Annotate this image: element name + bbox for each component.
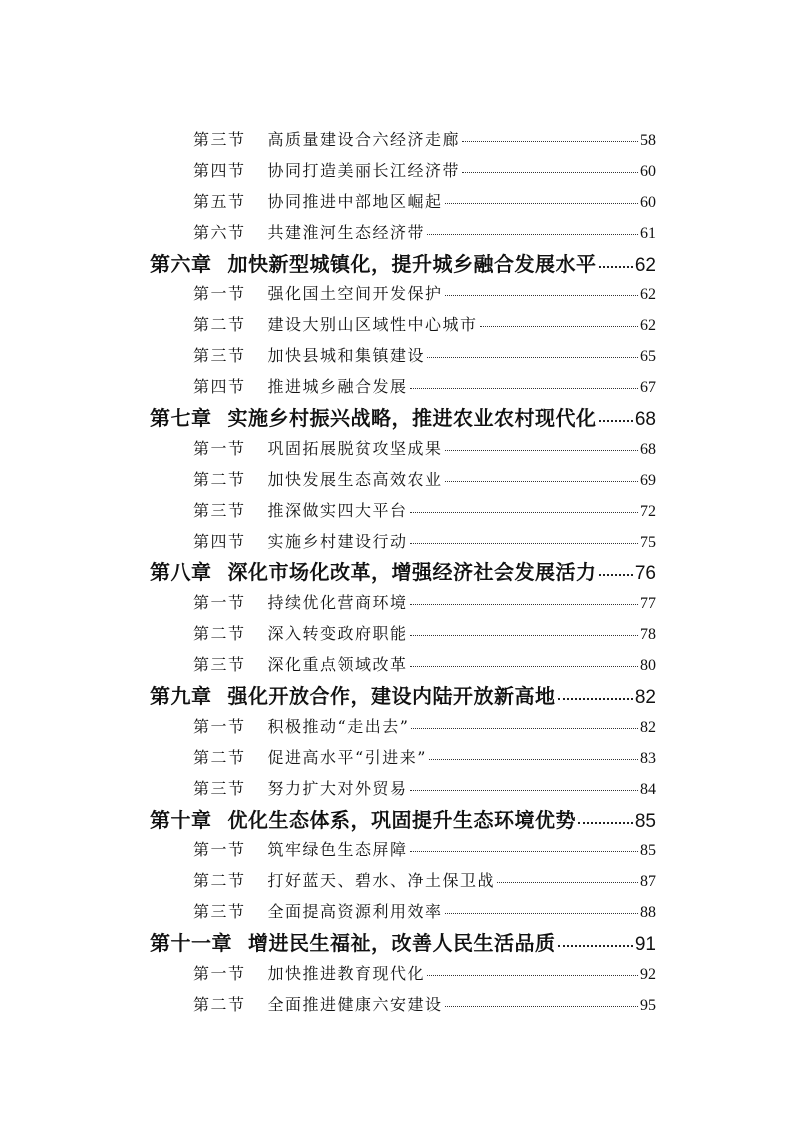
section-number: 第五节 [193, 191, 246, 211]
section-number: 第六节 [193, 222, 246, 242]
dot-leader [599, 420, 633, 422]
toc-section-entry[interactable] [0, 650, 793, 681]
section-number: 第一节 [193, 593, 246, 613]
page-number: 91 [634, 934, 656, 956]
section-title: 高质量建设合六经济走廊 [267, 130, 461, 149]
section-number: 第三节 [193, 346, 246, 366]
page-number: 84 [640, 780, 656, 798]
dot-leader [429, 759, 638, 760]
section-number: 第二节 [193, 994, 246, 1014]
dot-leader [410, 851, 638, 852]
section-number: 第四节 [193, 160, 246, 180]
chapter-title: 优化生态体系，巩固提升生态环境优势 [227, 807, 576, 832]
dot-leader [410, 604, 638, 605]
dot-leader [445, 295, 638, 296]
section-number: 第一节 [193, 438, 246, 458]
chapter-number: 第七章 [150, 406, 212, 431]
page-number: 61 [640, 224, 656, 242]
chapter-title: 强化开放合作，建设内陆开放新高地 [227, 684, 556, 709]
dot-leader [410, 543, 638, 544]
section-number: 第四节 [193, 377, 246, 397]
dot-leader [445, 913, 638, 914]
page-number: 83 [640, 749, 656, 767]
section-number: 第一节 [193, 840, 246, 860]
toc-section-entry[interactable] [0, 187, 793, 218]
toc-section-entry[interactable] [0, 310, 793, 341]
section-title: 持续优化营商环境 [267, 593, 408, 613]
section-title: 全面提高资源利用效率 [267, 902, 443, 922]
toc-section-entry[interactable] [0, 341, 793, 372]
section-title: 共建淮河生态经济带 [267, 222, 426, 242]
toc-section-entry[interactable] [0, 156, 793, 187]
toc-section-entry[interactable] [0, 125, 793, 156]
page-number: 87 [640, 873, 656, 891]
dot-leader [410, 512, 638, 513]
chapter-title: 增进民生福祉，改善人民生活品质 [248, 931, 556, 956]
dot-leader [462, 141, 638, 142]
dot-leader [445, 450, 638, 451]
section-number: 第一节 [193, 964, 246, 984]
dot-leader [410, 666, 638, 667]
toc-section-entry[interactable] [0, 372, 793, 403]
section-number: 第二节 [193, 624, 246, 644]
section-number: 第三节 [193, 130, 246, 149]
section-title: 筑牢绿色生态屏障 [267, 840, 408, 860]
toc-chapter-entry[interactable] [0, 805, 793, 836]
page-number: 75 [640, 533, 656, 551]
section-title: 协同打造美丽长江经济带 [267, 160, 461, 180]
page-number: 82 [634, 687, 656, 709]
toc-section-entry[interactable] [0, 835, 793, 866]
page-number: 69 [640, 471, 656, 489]
dot-leader [445, 481, 638, 482]
page-number: 72 [640, 502, 656, 520]
page-number: 76 [634, 563, 656, 585]
dot-leader [445, 203, 638, 204]
section-title: 建设大别山区域性中心城市 [267, 315, 478, 335]
toc-chapter-entry[interactable] [0, 403, 793, 434]
page-number: 68 [634, 409, 656, 431]
section-title: 推深做实四大平台 [267, 500, 408, 520]
section-title: 协同推进中部地区崛起 [267, 191, 443, 211]
section-number: 第三节 [193, 500, 246, 520]
page-number: 60 [640, 162, 656, 180]
dot-leader [480, 326, 638, 327]
dot-leader [410, 635, 638, 636]
chapter-number: 第十一章 [150, 931, 232, 956]
dot-leader [558, 945, 633, 947]
toc-section-entry[interactable] [0, 588, 793, 619]
section-title: 促进高水平“引进来” [267, 747, 427, 767]
page-number: 85 [634, 810, 656, 832]
section-title: 强化国土空间开发保护 [267, 284, 443, 304]
page-number: 65 [640, 348, 656, 366]
section-number: 第一节 [193, 716, 246, 736]
toc-section-entry[interactable] [0, 774, 793, 805]
toc-section-entry[interactable] [0, 712, 793, 743]
page-number: 92 [640, 966, 656, 984]
toc-section-entry[interactable] [0, 496, 793, 527]
dot-leader [462, 172, 638, 173]
dot-leader [427, 234, 638, 235]
section-title: 积极推动“走出去” [267, 716, 410, 736]
section-number: 第二节 [193, 315, 246, 335]
section-title: 推进城乡融合发展 [267, 377, 408, 397]
chapter-number: 第十章 [150, 807, 212, 832]
page-number: 62 [634, 254, 656, 276]
toc-section-entry[interactable] [0, 959, 793, 990]
toc-section-entry[interactable] [0, 866, 793, 897]
toc-section-entry[interactable] [0, 743, 793, 774]
section-number: 第二节 [193, 871, 246, 891]
section-title: 努力扩大对外贸易 [267, 778, 408, 798]
toc-chapter-entry[interactable] [0, 249, 793, 280]
dot-leader [410, 790, 638, 791]
dot-leader [558, 698, 633, 700]
toc-section-entry[interactable] [0, 990, 793, 1021]
section-title: 加快推进教育现代化 [267, 964, 426, 984]
dot-leader [578, 822, 633, 824]
page-number: 88 [640, 904, 656, 922]
page-number: 85 [640, 842, 656, 860]
toc-section-entry[interactable] [0, 619, 793, 650]
section-number: 第三节 [193, 902, 246, 922]
toc-chapter-entry[interactable] [0, 557, 793, 588]
section-title: 巩固拓展脱贫攻坚成果 [267, 438, 443, 458]
toc-chapter-entry[interactable] [0, 928, 793, 959]
page-number: 80 [640, 657, 656, 675]
chapter-title: 实施乡村振兴战略，推进农业农村现代化 [227, 406, 597, 431]
section-number: 第三节 [193, 778, 246, 798]
page-number: 95 [640, 996, 656, 1014]
chapter-title: 深化市场化改革，增强经济社会发展活力 [227, 560, 597, 585]
section-number: 第二节 [193, 747, 246, 767]
dot-leader [427, 975, 638, 976]
dot-leader [411, 728, 638, 729]
chapter-number: 第九章 [150, 684, 212, 709]
table-of-contents [0, 125, 793, 1021]
section-number: 第四节 [193, 531, 246, 551]
chapter-number: 第八章 [150, 560, 212, 585]
toc-section-entry[interactable] [0, 218, 793, 249]
page-number: 62 [640, 317, 656, 335]
toc-section-entry[interactable] [0, 527, 793, 558]
page-number: 67 [640, 379, 656, 397]
chapter-number: 第六章 [150, 251, 212, 276]
toc-section-entry[interactable] [0, 465, 793, 496]
section-title: 深入转变政府职能 [267, 624, 408, 644]
section-title: 打好蓝天、碧水、净土保卫战 [267, 871, 496, 891]
toc-section-entry[interactable] [0, 897, 793, 928]
section-number: 第三节 [193, 655, 246, 675]
page-number: 82 [640, 718, 656, 736]
page-number: 58 [640, 132, 656, 149]
toc-section-entry[interactable] [0, 434, 793, 465]
dot-leader [410, 388, 638, 389]
dot-leader [599, 266, 633, 268]
page-number: 62 [640, 286, 656, 304]
section-title: 实施乡村建设行动 [267, 531, 408, 551]
dot-leader [427, 357, 638, 358]
toc-chapter-entry[interactable] [0, 681, 793, 712]
chapter-title: 加快新型城镇化，提升城乡融合发展水平 [227, 251, 597, 276]
toc-section-entry[interactable] [0, 279, 793, 310]
section-title: 加快县城和集镇建设 [267, 346, 426, 366]
dot-leader [497, 882, 638, 883]
dot-leader [599, 574, 633, 576]
section-number: 第二节 [193, 469, 246, 489]
page-number: 77 [640, 595, 656, 613]
section-title: 全面推进健康六安建设 [267, 994, 443, 1014]
section-number: 第一节 [193, 284, 246, 304]
page-number: 60 [640, 193, 656, 211]
section-title: 深化重点领域改革 [267, 655, 408, 675]
section-title: 加快发展生态高效农业 [267, 469, 443, 489]
page-number: 68 [640, 440, 656, 458]
dot-leader [445, 1006, 638, 1007]
page-number: 78 [640, 626, 656, 644]
